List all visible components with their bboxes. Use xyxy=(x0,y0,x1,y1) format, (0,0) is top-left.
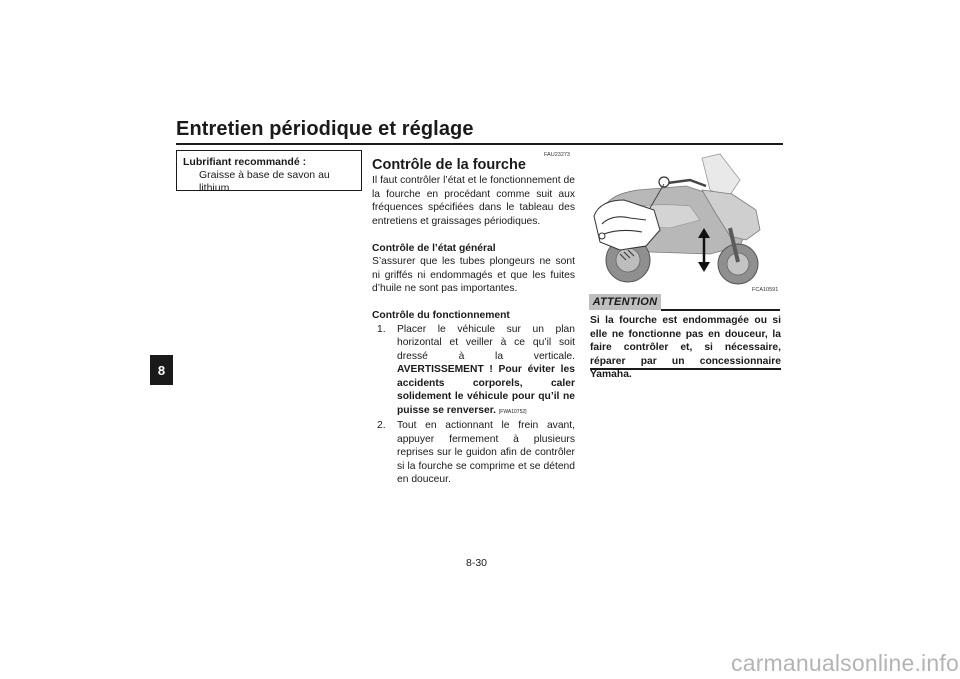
step-body: Placer le véhicule sur un plan horizontal et veiller à ce qu’il soit dressé à la verticale. xyxy=(397,323,575,362)
operation-heading: Contrôle du fonctionnement xyxy=(372,310,510,321)
attention-rule xyxy=(661,309,780,311)
section-code: FAU23273 xyxy=(544,152,570,158)
figure-code: FCA10591 xyxy=(752,287,779,293)
step-number: 1. xyxy=(377,323,386,335)
general-paragraph: S’assurer que les tubes plongeurs ne sont ni griffés ni endommagés et que les fuites d’huile ne sont pas importantes. xyxy=(372,256,575,294)
header-rule xyxy=(176,143,783,145)
warning-code: [FWA10752] xyxy=(498,408,527,415)
step-text xyxy=(397,323,575,420)
watermark: carmanualsonline.info xyxy=(731,650,959,676)
lubricant-title: Lubrifiant recommandé : xyxy=(183,156,307,168)
lubricant-box xyxy=(176,150,362,194)
intro-paragraph: Il faut contrôler l’état et le fonctionnement de la fourche en procédant comme suit aux fréquences spécifiées dans le tableau des entretiens et graissages périodiques. xyxy=(372,175,575,227)
attention-text: Si la fourche est endommagée ou si elle ne fonctionne pas en douceur, la faire contrôler et, si nécessaire, réparer par un concessionnaire Yamaha. xyxy=(590,315,781,380)
main-text-column xyxy=(372,174,575,487)
lubricant-value: Graisse à base de savon au lithium xyxy=(199,169,330,194)
scooter-fork-illustration xyxy=(590,150,783,290)
step-text: Tout en actionnant le frein avant, appuyer fermement à plusieurs reprises sur le guidon afin de contrôler si la fourche se comprime et se détend en douceur. xyxy=(397,420,575,485)
attention-rule xyxy=(590,368,781,370)
chapter-tab: 8 xyxy=(150,355,173,385)
page-title: Entretien périodique et réglage xyxy=(176,118,474,140)
general-heading: Contrôle de l’état général xyxy=(372,242,496,254)
attention-badge: ATTENTION xyxy=(589,294,661,310)
list-item xyxy=(372,323,575,420)
step-number: 2. xyxy=(377,420,386,431)
list-item xyxy=(372,419,575,487)
page-number: 8-30 xyxy=(466,557,488,569)
warning-text: AVERTISSEMENT ! Pour éviter les accidents corporels, caler solidement le véhicule pour qu’il ne puisse se renverser. xyxy=(397,364,575,416)
section-title: Contrôle de la fourche xyxy=(372,157,526,173)
